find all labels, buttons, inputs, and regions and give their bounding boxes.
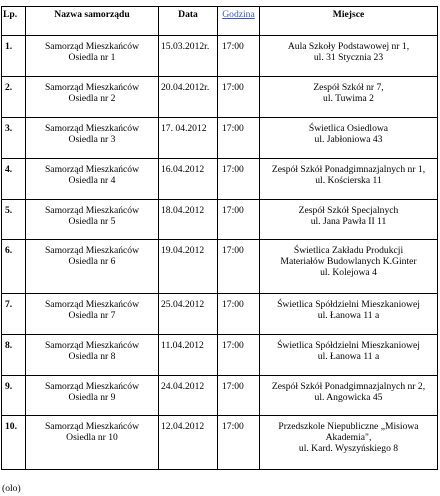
cell-samorzad xyxy=(26,240,159,294)
samorzad-line: Samorząd Mieszkańców xyxy=(44,205,140,216)
cell-samorzad xyxy=(26,335,159,376)
cell-lp: 4. xyxy=(2,159,26,200)
cell-lp: 8. xyxy=(2,335,26,376)
miejsce-line: Świetlica Spółdzielni Mieszkaniowej xyxy=(277,340,420,351)
cell-lp: 7. xyxy=(2,294,26,335)
cell-data: 15.03.2012r. xyxy=(159,36,218,77)
miejsce-line: Zespół Szkół Ponadgimnazjalnych nr 1, xyxy=(271,164,426,175)
cell-godzina: 17:00 xyxy=(218,376,260,416)
cell-miejsce xyxy=(260,200,438,240)
miejsce-line: ul. Jabłoniowa 43 xyxy=(314,134,383,146)
samorzad-line: Samorząd Mieszkańców xyxy=(44,41,140,52)
cell-data: 11.04.2012 xyxy=(159,335,218,376)
miejsce-line: Świetlica Zakładu Produkcji xyxy=(293,245,404,256)
cell-data: 17. 04.2012 xyxy=(159,118,218,159)
samorzad-line: Osiedla nr 5 xyxy=(68,216,116,228)
cell-samorzad xyxy=(26,36,159,77)
samorzad-line: Samorząd Mieszkańców xyxy=(44,245,140,256)
miejsce-line: ul. Kolejowa 4 xyxy=(320,267,377,279)
miejsce-line: ul. Łanowa 11 a xyxy=(317,310,380,322)
miejsce-line: Materiałów Budowlanych K.Ginter xyxy=(280,256,417,268)
cell-godzina: 17:00 xyxy=(218,77,260,118)
cell-samorzad xyxy=(26,294,159,335)
cell-data: 16.04.2012 xyxy=(159,159,218,200)
miejsce-line: Zespół Szkół Ponadgimnazjalnych nr 2, xyxy=(271,381,426,392)
godzina-link[interactable]: Godzina xyxy=(222,9,255,20)
header-godzina xyxy=(218,7,260,36)
cell-miejsce xyxy=(260,240,438,294)
samorzad-line: Samorząd Mieszkańców xyxy=(44,82,140,93)
table-row xyxy=(2,77,438,118)
table-row xyxy=(2,376,438,416)
table-row xyxy=(2,335,438,376)
header-samorzad: Nazwa samorządu xyxy=(26,7,159,36)
samorzad-line: Osiedla nr 3 xyxy=(68,134,116,146)
table-row xyxy=(2,159,438,200)
samorzad-line: Osiedla nr 10 xyxy=(66,432,118,444)
table-row xyxy=(2,36,438,77)
cell-lp: 9. xyxy=(2,376,26,416)
cell-godzina: 17:00 xyxy=(218,416,260,470)
miejsce-line: ul. Łanowa 11 a xyxy=(317,351,380,363)
cell-godzina: 17:00 xyxy=(218,200,260,240)
samorzad-line: Osiedla nr 9 xyxy=(68,392,116,404)
cell-data: 24.04.2012 xyxy=(159,376,218,416)
cell-lp: 5. xyxy=(2,200,26,240)
cell-miejsce xyxy=(260,294,438,335)
header-lp: Lp. xyxy=(2,7,26,36)
document xyxy=(0,6,438,470)
samorzad-line: Samorząd Mieszkańców xyxy=(44,123,140,134)
cell-data: 19.04.2012 xyxy=(159,240,218,294)
miejsce-line: Świetlica Spółdzielni Mieszkaniowej xyxy=(277,299,420,310)
miejsce-line: Zespół Szkół Specjalnych xyxy=(298,205,399,216)
samorzad-line: Osiedla nr 8 xyxy=(68,351,116,363)
header-miejsce: Miejsce xyxy=(260,7,438,36)
table-body xyxy=(2,36,438,470)
cell-miejsce xyxy=(260,159,438,200)
cell-miejsce xyxy=(260,77,438,118)
miejsce-line: Zespół Szkół nr 7, xyxy=(313,82,384,93)
author-signature: (olo) xyxy=(2,483,21,494)
samorzad-line: Samorząd Mieszkańców xyxy=(44,381,140,392)
cell-lp: 6. xyxy=(2,240,26,294)
samorzad-line: Samorząd Mieszkańców xyxy=(44,340,140,351)
cell-lp: 10. xyxy=(2,416,26,470)
miejsce-line: ul. Kościerska 11 xyxy=(315,175,382,187)
cell-godzina: 17:00 xyxy=(218,335,260,376)
table-header-row xyxy=(2,7,438,36)
cell-lp: 1. xyxy=(2,36,26,77)
miejsce-line: ul. Kard. Wyszyńskiego 8 xyxy=(298,443,399,455)
cell-godzina: 17:00 xyxy=(218,240,260,294)
table-row xyxy=(2,240,438,294)
cell-samorzad xyxy=(26,416,159,470)
table-row xyxy=(2,118,438,159)
miejsce-line: ul. Jana Pawła II 11 xyxy=(310,216,387,228)
cell-samorzad xyxy=(26,159,159,200)
table-row xyxy=(2,294,438,335)
miejsce-line: ul. Angowicka 45 xyxy=(314,392,383,404)
cell-miejsce xyxy=(260,118,438,159)
miejsce-line: Przedszkole Niepubliczne „Misiowa xyxy=(278,421,419,432)
samorzad-line: Osiedla nr 1 xyxy=(68,52,116,64)
cell-miejsce xyxy=(260,376,438,416)
cell-data: 18.04.2012 xyxy=(159,200,218,240)
cell-lp: 2. xyxy=(2,77,26,118)
miejsce-line: ul. 31 Stycznia 23 xyxy=(313,52,384,64)
miejsce-line: Akademia", xyxy=(325,432,372,444)
cell-data: 25.04.2012 xyxy=(159,294,218,335)
table-row xyxy=(2,200,438,240)
cell-lp: 3. xyxy=(2,118,26,159)
cell-samorzad xyxy=(26,200,159,240)
cell-godzina: 17:00 xyxy=(218,36,260,77)
samorzad-line: Samorząd Mieszkańców xyxy=(44,299,140,310)
miejsce-line: Aula Szkoły Podstawowej nr 1, xyxy=(287,41,410,52)
samorzad-line: Osiedla nr 6 xyxy=(68,256,116,268)
cell-godzina: 17:00 xyxy=(218,118,260,159)
cell-samorzad xyxy=(26,376,159,416)
samorzad-line: Samorząd Mieszkańców xyxy=(44,421,140,432)
cell-miejsce xyxy=(260,335,438,376)
samorzad-line: Osiedla nr 7 xyxy=(68,310,116,322)
miejsce-line: ul. Tuwima 2 xyxy=(323,93,374,105)
cell-godzina: 17:00 xyxy=(218,294,260,335)
miejsce-line: Świetlica Osiedlowa xyxy=(308,123,389,134)
cell-data: 12.04.2012 xyxy=(159,416,218,470)
cell-samorzad xyxy=(26,118,159,159)
cell-samorzad xyxy=(26,77,159,118)
header-data: Data xyxy=(159,7,218,36)
cell-miejsce xyxy=(260,416,438,470)
cell-miejsce xyxy=(260,36,438,77)
meetings-schedule-table xyxy=(1,6,438,470)
cell-godzina: 17:00 xyxy=(218,159,260,200)
samorzad-line: Samorząd Mieszkańców xyxy=(44,164,140,175)
table-row xyxy=(2,416,438,470)
samorzad-line: Osiedla nr 2 xyxy=(68,93,116,105)
cell-data: 20.04.2012r. xyxy=(159,77,218,118)
samorzad-line: Osiedla nr 4 xyxy=(68,175,116,187)
